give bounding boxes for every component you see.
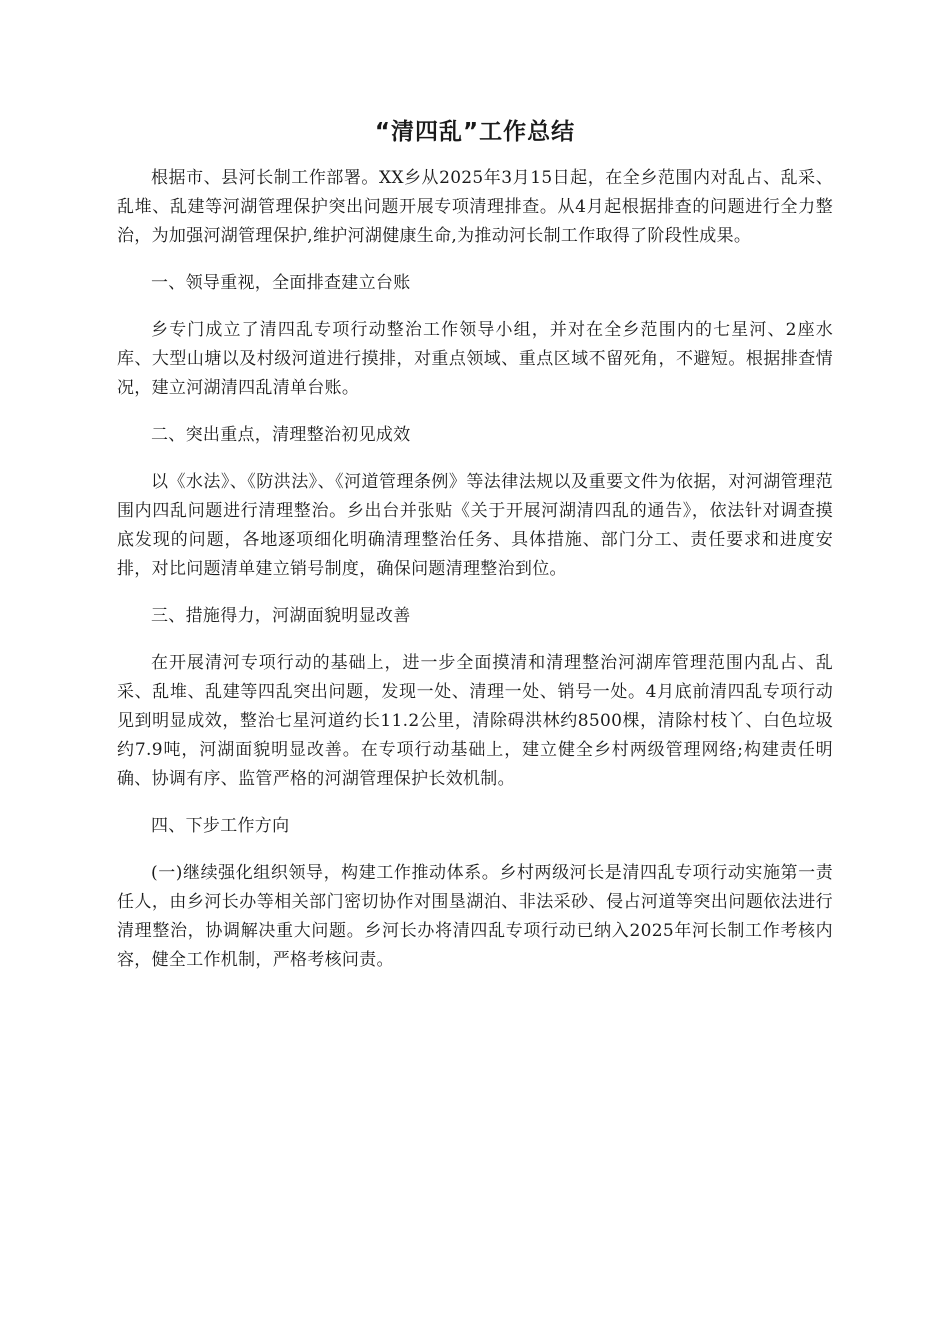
section-heading-3: 三、措施得力，河湖面貌明显改善 xyxy=(151,606,411,626)
section-body-2: 以《水法》、《防洪法》、《河道管理条例》等法律法规以及重要文件为依据，对河湖管理范围内四乱问题进行清理整治。乡出台并张贴《关于开展河湖清四乱的通告》，依法针对调查摸底发现的问题，各地逐项细化明确清理整治任务、具体措施、部门分工、责任要求和进度安排，对比问题清单建立销号制度，确保问题清理整治到位。 xyxy=(117,472,833,579)
document-body xyxy=(117,164,833,993)
section-heading-2: 二、突出重点，清理整治初见成效 xyxy=(151,425,411,445)
section-body-3: 在开展清河专项行动的基础上，进一步全面摸清和清理整治河湖库管理范围内乱占、乱采、乱堆、乱建等四乱突出问题，发现一处、清理一处、销号一处。4月底前清四乱专项行动见到明显成效，整治七星河道约长11.2公里，清除碍洪林约8500棵，清除村枝丫、白色垃圾约7.9吨，河湖面貌明显改善。在专项行动基础上，建立健全乡村两级管理网络;构建责任明确、协调有序、监管严格的河湖管理保护长效机制。 xyxy=(117,653,833,789)
section-heading-1: 一、领导重视，全面排查建立台账 xyxy=(151,273,411,293)
section-heading-4: 四、下步工作方向 xyxy=(151,816,290,836)
section-body-1: 乡专门成立了清四乱专项行动整治工作领导小组，并对在全乡范围内的七星河、2座水库、大型山塘以及村级河道进行摸排，对重点领域、重点区域不留死角，不避短。根据排查情况，建立河湖清四乱清单台账。 xyxy=(117,320,833,398)
section-body-4: (一)继续强化组织领导，构建工作推动体系。乡村两级河长是清四乱专项行动实施第一责任人，由乡河长办等相关部门密切协作对围垦湖泊、非法采砂、侵占河道等突出问题依法进行清理整治，协调解决重大问题。乡河长办将清四乱专项行动已纳入2025年河长制工作考核内容，健全工作机制，严格考核问责。 xyxy=(117,863,833,970)
intro-paragraph: 根据市、县河长制工作部署。XX乡从2025年3月15日起，在全乡范围内对乱占、乱采、乱堆、乱建等河湖管理保护突出问题开展专项清理排查。从4月起根据排查的问题进行全力整治，为加强河湖管理保护,维护河湖健康生命,为推动河长制工作取得了阶段性成果。 xyxy=(117,168,833,246)
document-title: “清四乱”工作总结 xyxy=(374,119,576,145)
